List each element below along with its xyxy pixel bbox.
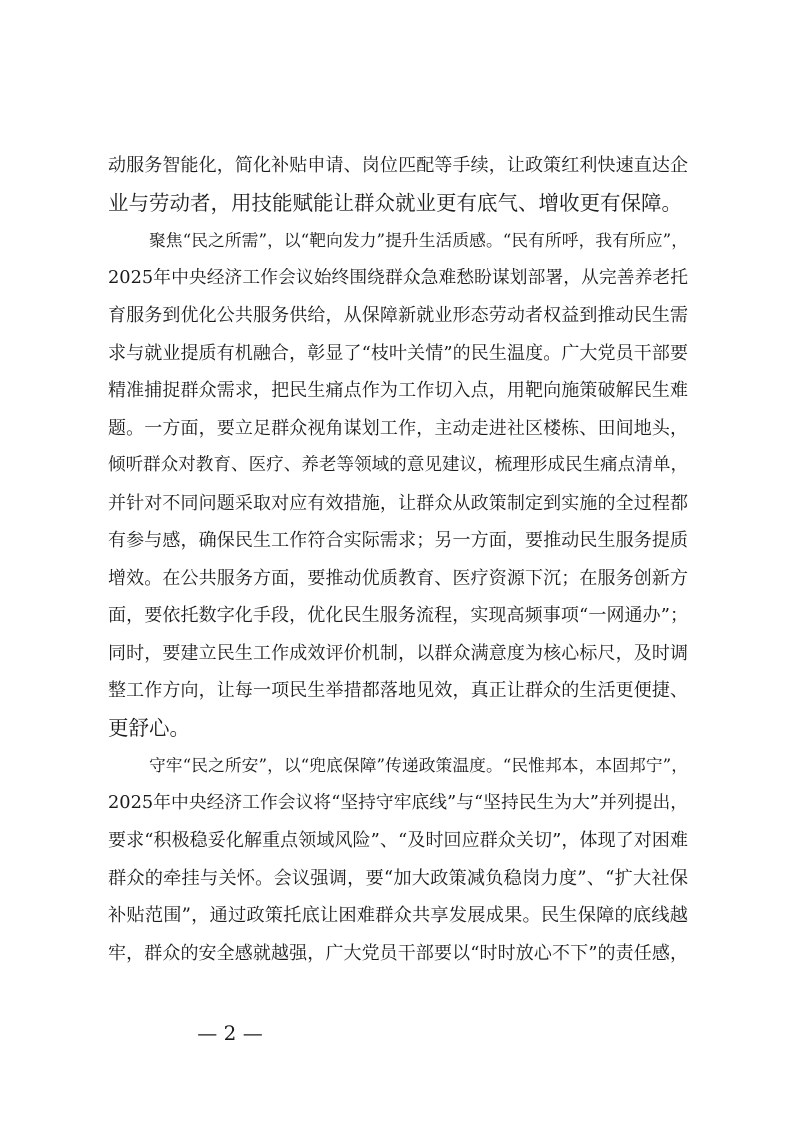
text-line: 倾听群众对教育、医疗、养老等领域的意见建议，梳理形成民生痛点清单， bbox=[108, 455, 688, 475]
text-line: 补贴范围”，通过政策托底让困难群众共享发展成果。民生保障的底线越 bbox=[108, 905, 688, 926]
text-line: 面，要依托数字化手段，优化民生服务流程，实现高频事项“一网通办”； bbox=[108, 605, 688, 626]
text-line: 聚焦“民之所需”，以“靶向发力”提升生活质感。“民有所呼，我有所应”， bbox=[149, 230, 688, 250]
text-line: 守牢“民之所安”，以“兜底保障”传递政策温度。“民惟邦本，本固邦宁”， bbox=[149, 755, 688, 775]
text-line: 增效。在公共服务方面，要推动优质教育、医疗资源下沉；在服务创新方 bbox=[108, 567, 688, 589]
text-line: 求与就业提质有机融合，彰显了“枝叶关情”的民生温度。广大党员干部要 bbox=[108, 342, 688, 364]
text-line: 有参与感，确保民生工作符合实际需求；另一方面，要推动民生服务提质 bbox=[108, 530, 688, 551]
text-line: 要求“积极稳妥化解重点领域风险”、“及时回应群众关切”，体现了对困难 bbox=[108, 830, 688, 851]
page-number: — 2 — bbox=[197, 1021, 263, 1045]
text-line: 动服务智能化，简化补贴申请、岗位匹配等手续，让政策红利快速直达企 bbox=[108, 155, 688, 176]
text-line: 业与劳动者，用技能赋能让群众就业更有底气、增收更有保障。 bbox=[108, 190, 682, 215]
text-line: 并针对不同问题采取对应有效措施，让群众从政策制定到实施的全过程都 bbox=[108, 492, 688, 514]
text-line: 2025年中央经济工作会议将“坚持守牢底线”与“坚持民生为大”并列提出， bbox=[108, 792, 688, 813]
text-line: 整工作方向，让每一项民生举措都落地见效，真正让群众的生活更便捷、 bbox=[108, 680, 688, 701]
text-line: 群众的牵挂与关怀。会议强调，要“加大政策减负稳岗力度”、“扩大社保 bbox=[108, 867, 688, 889]
body-text bbox=[108, 147, 688, 972]
text-line: 2025年中央经济工作会议始终围绕群众急难愁盼谋划部署，从完善养老托 bbox=[108, 267, 688, 288]
text-line: 题。一方面，要立足群众视角谋划工作，主动走进社区楼栋、田间地头， bbox=[108, 417, 688, 439]
text-line: 更舒心。 bbox=[108, 715, 190, 740]
text-line: 牢，群众的安全感就越强，广大党员干部要以“时时放心不下”的责任感， bbox=[108, 942, 688, 964]
text-line: 精准捕捉群众需求，把民生痛点作为工作切入点，用靶向施策破解民生难 bbox=[108, 380, 688, 401]
text-line: 同时，要建立民生工作成效评价机制，以群众满意度为核心标尺，及时调 bbox=[108, 642, 688, 664]
text-line: 育服务到优化公共服务供给，从保障新就业形态劳动者权益到推动民生需 bbox=[108, 305, 688, 326]
